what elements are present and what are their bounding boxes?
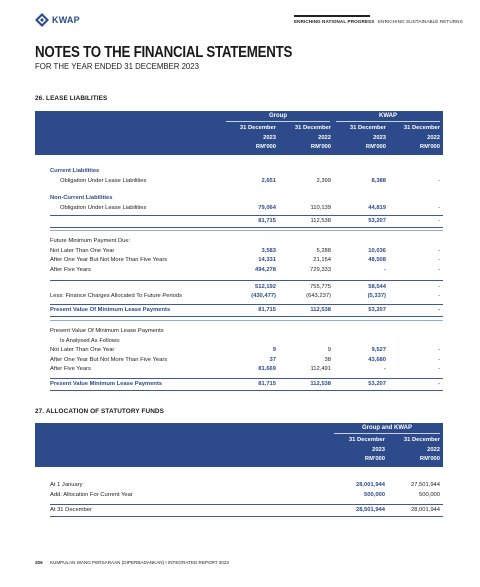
cell-value: 10,036 <box>368 247 386 254</box>
cell-value: - <box>438 293 440 299</box>
row-label: After One Year But Not More Than Five Years <box>50 257 168 263</box>
footer-text: KUMPULAN WANG PERSARAAN (DIPERBADANKAN) I INTEGRATED REPORT 2023 <box>49 560 229 565</box>
row-divider <box>50 516 443 517</box>
column-header: 2023 <box>263 134 276 141</box>
cell-value: 38 <box>324 356 331 363</box>
cell-value: - <box>438 257 440 263</box>
cell-value: 9 <box>272 347 276 353</box>
column-header: 2022 <box>427 446 440 453</box>
cell-value: 58,544 <box>368 283 386 290</box>
cell-value: 112,538 <box>310 381 331 387</box>
row-divider <box>50 316 443 317</box>
cell-value: 14,331 <box>258 257 276 263</box>
kwap-underline <box>336 121 440 122</box>
row-divider <box>50 504 443 505</box>
row-label: Is Analysed As Follows: <box>60 337 121 344</box>
group-underline <box>226 121 330 122</box>
row-label: Not Later Than One Year <box>50 347 115 353</box>
statutory-funds-heading: 27. ALLOCATION OF STATUTORY FUNDS <box>35 408 164 415</box>
column-header: 31 December <box>294 125 331 131</box>
row-label: Present Value Of Minimum Lease Payments <box>50 328 164 334</box>
cell-value: 9 <box>327 347 331 353</box>
row-label: Obligation Under Lease Liabilities <box>60 177 147 184</box>
column-header: 2023 <box>372 446 385 453</box>
cell-value: 81,669 <box>258 366 276 372</box>
kwap-logo <box>35 13 80 27</box>
cell-value: 43,680 <box>368 356 386 363</box>
page-number: 206 <box>35 560 43 565</box>
cell-value: 500,000 <box>364 491 385 498</box>
column-header: 31 December <box>348 437 385 443</box>
cell-value: 79,064 <box>258 204 276 211</box>
cell-value: 53,207 <box>368 307 386 313</box>
cell-value: 21,154 <box>313 257 331 263</box>
cell-value: 512,192 <box>255 283 276 290</box>
column-header: 31 December <box>349 125 386 131</box>
kwap-logo-icon <box>35 13 49 27</box>
page-title: NOTES TO THE FINANCIAL STATEMENTS <box>35 44 293 61</box>
column-header: RM'000 <box>419 144 440 151</box>
cell-value: 81,715 <box>258 218 276 224</box>
column-header: RM'000 <box>365 144 386 151</box>
cell-value: - <box>438 283 440 290</box>
cell-value: 112,491 <box>310 366 331 372</box>
cell-value: 755,775 <box>310 283 331 290</box>
row-label: After One Year But Not More Than Five Years <box>50 356 168 363</box>
cell-value: - <box>438 247 440 254</box>
cell-value: 28,501,944 <box>355 507 385 513</box>
row-label: After Five Years <box>50 366 91 372</box>
cell-value: 81,715 <box>258 307 276 313</box>
cell-value: 2,651 <box>261 177 276 184</box>
row-label: After Five Years <box>50 266 91 273</box>
cell-value: - <box>438 356 440 363</box>
row-divider <box>50 280 443 281</box>
column-header: RM'000 <box>419 456 440 463</box>
block-separator <box>50 230 443 231</box>
cell-value: (643,237) <box>306 293 331 299</box>
block-separator <box>50 320 443 321</box>
column-header: 2023 <box>373 134 386 141</box>
cell-value: 44,819 <box>368 204 386 211</box>
row-divider <box>50 215 443 216</box>
row-label: Obligation Under Lease Liabilities <box>60 204 147 211</box>
column-header: 2022 <box>427 134 440 141</box>
page-subtitle: FOR THE YEAR ENDED 31 DECEMBER 2023 <box>35 61 199 71</box>
row-label: Future Minimum Payment Due: <box>50 238 131 244</box>
cell-value: - <box>438 218 440 224</box>
cell-value: - <box>438 366 440 372</box>
row-label: Non-Current Liabilities <box>50 195 113 201</box>
column-header: RM'000 <box>310 144 331 151</box>
cell-value: 37 <box>269 356 276 363</box>
group-label-group-and-kwap: Group and KWAP <box>362 425 412 431</box>
cell-value: 53,207 <box>368 381 386 387</box>
row-label: Current Liabilities <box>50 168 100 174</box>
row-divider <box>50 227 443 228</box>
cell-value: 5,288 <box>316 247 331 254</box>
cell-value: 53,207 <box>368 218 386 224</box>
row-divider <box>50 390 443 391</box>
row-label: Present Value Of Minimum Lease Payments <box>50 307 171 313</box>
row-divider <box>50 304 443 305</box>
column-header: 31 December <box>403 125 440 131</box>
cell-value: 2,399 <box>316 177 331 184</box>
row-label: Present Value Minimum Lease Payments <box>50 381 163 387</box>
cell-value: 500,000 <box>419 491 440 498</box>
cell-value: 28,001,944 <box>355 482 385 488</box>
nav-enriching-sustainable-returns[interactable]: ENRICHING SUSTAINABLE RETURNS <box>378 19 463 24</box>
row-label: Less: Finance Charges Allocated To Future Periods <box>50 293 183 299</box>
cell-value: 110,139 <box>310 204 331 211</box>
cell-value: - <box>438 307 440 313</box>
cell-value: 729,333 <box>310 266 331 273</box>
cell-value: - <box>384 366 386 372</box>
row-divider <box>50 378 443 379</box>
column-header: 2022 <box>318 134 331 141</box>
row-label: Not Later Than One Year <box>50 247 115 254</box>
cell-value: - <box>438 381 440 387</box>
cell-value: 494,278 <box>255 266 276 273</box>
cell-value: - <box>438 177 440 184</box>
group-label-kwap: KWAP <box>379 113 397 119</box>
group-label-group: Group <box>269 113 287 119</box>
cell-value: 48,508 <box>368 257 386 263</box>
cell-value: - <box>438 347 440 353</box>
column-header: 31 December <box>403 437 440 443</box>
cell-value: 112,538 <box>310 218 331 224</box>
cell-value: 3,583 <box>261 247 276 254</box>
column-header: RM'000 <box>364 456 385 463</box>
column-header: RM'000 <box>255 144 276 151</box>
cell-value: 8,388 <box>371 177 386 184</box>
nav-enriching-national-progress[interactable]: ENRICHING NATIONAL PROGRESS <box>294 19 374 24</box>
cell-value: 27,501,944 <box>410 482 440 488</box>
cell-value: - <box>384 266 386 273</box>
cell-value: 9,527 <box>371 347 386 353</box>
lease-liabilities-heading: 26. LEASE LIABILITIES <box>35 95 108 102</box>
row-label: At 31 December <box>50 507 92 513</box>
cell-value: - <box>438 266 440 273</box>
cell-value: (5,337) <box>367 293 386 299</box>
logo-text: KWAP <box>52 15 80 25</box>
cell-value: 81,715 <box>258 381 276 387</box>
group-kwap-underline <box>334 433 440 434</box>
cell-value: - <box>438 204 440 211</box>
cell-value: 28,001,944 <box>410 507 440 513</box>
row-label: At 1 January <box>50 482 83 488</box>
page-footer <box>35 560 229 565</box>
column-header: 31 December <box>239 125 276 131</box>
cell-value: 112,538 <box>310 307 331 313</box>
cell-value: (430,477) <box>251 293 276 299</box>
row-label: Add: Allocation For Current Year <box>50 491 133 498</box>
